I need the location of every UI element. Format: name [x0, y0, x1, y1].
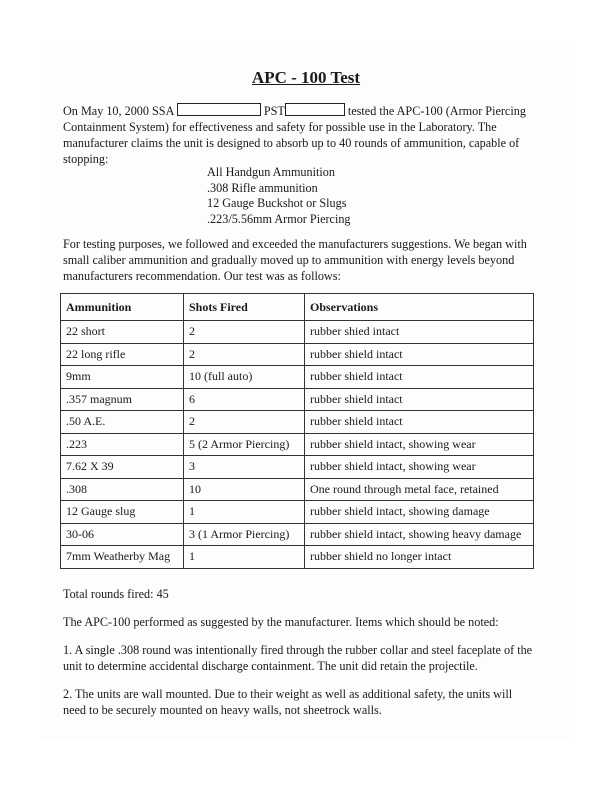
cell-observations: rubber shield intact, showing wear [305, 433, 534, 456]
cell-observations: rubber shield intact [305, 366, 534, 389]
cell-observations: One round through metal face, retained [305, 478, 534, 501]
cell-ammunition: 30-06 [61, 523, 184, 546]
ammunition-list-item: .223/5.56mm Armor Piercing [207, 211, 351, 226]
cell-ammunition: .357 magnum [61, 388, 184, 411]
cell-observations: rubber shield intact, showing damage [305, 501, 534, 524]
cell-shots-fired: 3 [184, 456, 305, 479]
intro-paragraph [63, 103, 533, 167]
ammunition-list [207, 165, 351, 227]
cell-ammunition: .308 [61, 478, 184, 501]
note-2-paragraph: 2. The units are wall mounted. Due to their weight as well as additional safety, the units will need to be securely mounted on heavy walls, not sheetrock walls. [63, 687, 513, 717]
cell-shots-fired: 10 (full auto) [184, 366, 305, 389]
cell-ammunition: .223 [61, 433, 184, 456]
table-row [61, 501, 534, 524]
performance-paragraph: The APC-100 performed as suggested by the manufacturer. Items which should be noted: [63, 615, 499, 629]
table-row [61, 456, 534, 479]
table-row [61, 388, 534, 411]
note-1-paragraph: 1. A single .308 round was intentionally fired through the rubber collar and steel faceplate of the unit to determine accidental discharge containment. The unit did retain the projectile. [63, 643, 533, 673]
intro-pst-text: PST [260, 104, 285, 118]
ammunition-list-item: 12 Gauge Buckshot or Slugs [207, 196, 347, 210]
cell-shots-fired: 3 (1 Armor Piercing) [184, 523, 305, 546]
cell-observations: rubber shield intact [305, 343, 534, 366]
table-header-row [61, 294, 534, 321]
page-title: APC - 100 Test [251, 68, 361, 87]
cell-ammunition: 22 short [61, 321, 184, 344]
table-row [61, 321, 534, 344]
header-observations: Observations [305, 294, 534, 321]
table-row [61, 478, 534, 501]
cell-observations: rubber shield no longer intact [305, 546, 534, 569]
cell-shots-fired: 2 [184, 321, 305, 344]
cell-ammunition: 12 Gauge slug [61, 501, 184, 524]
cell-observations: rubber shield intact [305, 388, 534, 411]
cell-shots-fired: 1 [184, 501, 305, 524]
header-ammunition: Ammunition [61, 294, 184, 321]
redacted-name-box [285, 103, 345, 116]
testing-paragraph: For testing purposes, we followed and exceeded the manufacturers suggestions. We began with small caliber ammunition and gradually moved up to ammunition with energy levels beyond manufacturers recommendation. Our test was as follows: [63, 237, 527, 283]
cell-ammunition: 7.62 X 39 [61, 456, 184, 479]
cell-shots-fired: 10 [184, 478, 305, 501]
cell-ammunition: .50 A.E. [61, 411, 184, 434]
cell-ammunition: 9mm [61, 366, 184, 389]
cell-observations: rubber shield intact [305, 411, 534, 434]
table-row [61, 343, 534, 366]
table-row [61, 366, 534, 389]
test-results-table [60, 293, 534, 569]
intro-date-text: On May 10, 2000 SSA [63, 104, 177, 118]
table-row [61, 523, 534, 546]
cell-shots-fired: 1 [184, 546, 305, 569]
cell-observations: rubber shield intact, showing wear [305, 456, 534, 479]
header-shots-fired: Shots Fired [184, 294, 305, 321]
redacted-name-box [177, 103, 261, 116]
table-row [61, 433, 534, 456]
cell-shots-fired: 6 [184, 388, 305, 411]
cell-observations: rubber shied intact [305, 321, 534, 344]
cell-observations: rubber shield intact, showing heavy damage [305, 523, 534, 546]
table-row [61, 411, 534, 434]
table-row [61, 546, 534, 569]
ammunition-list-item: .308 Rifle ammunition [207, 180, 318, 195]
ammunition-list-item: All Handgun Ammunition [207, 165, 335, 179]
cell-ammunition: 7mm Weatherby Mag [61, 546, 184, 569]
intro-body-text: tested the APC-100 (Armor Piercing Containment System) for effectiveness and safety for possible use in the Laboratory. The manufacturer claims the unit is designed to absorb up to 40 rounds of ammunition, capable of stopping: [63, 104, 526, 166]
total-rounds: Total rounds fired: 45 [63, 587, 169, 601]
cell-ammunition: 22 long rifle [61, 343, 184, 366]
cell-shots-fired: 5 (2 Armor Piercing) [184, 433, 305, 456]
cell-shots-fired: 2 [184, 411, 305, 434]
cell-shots-fired: 2 [184, 343, 305, 366]
